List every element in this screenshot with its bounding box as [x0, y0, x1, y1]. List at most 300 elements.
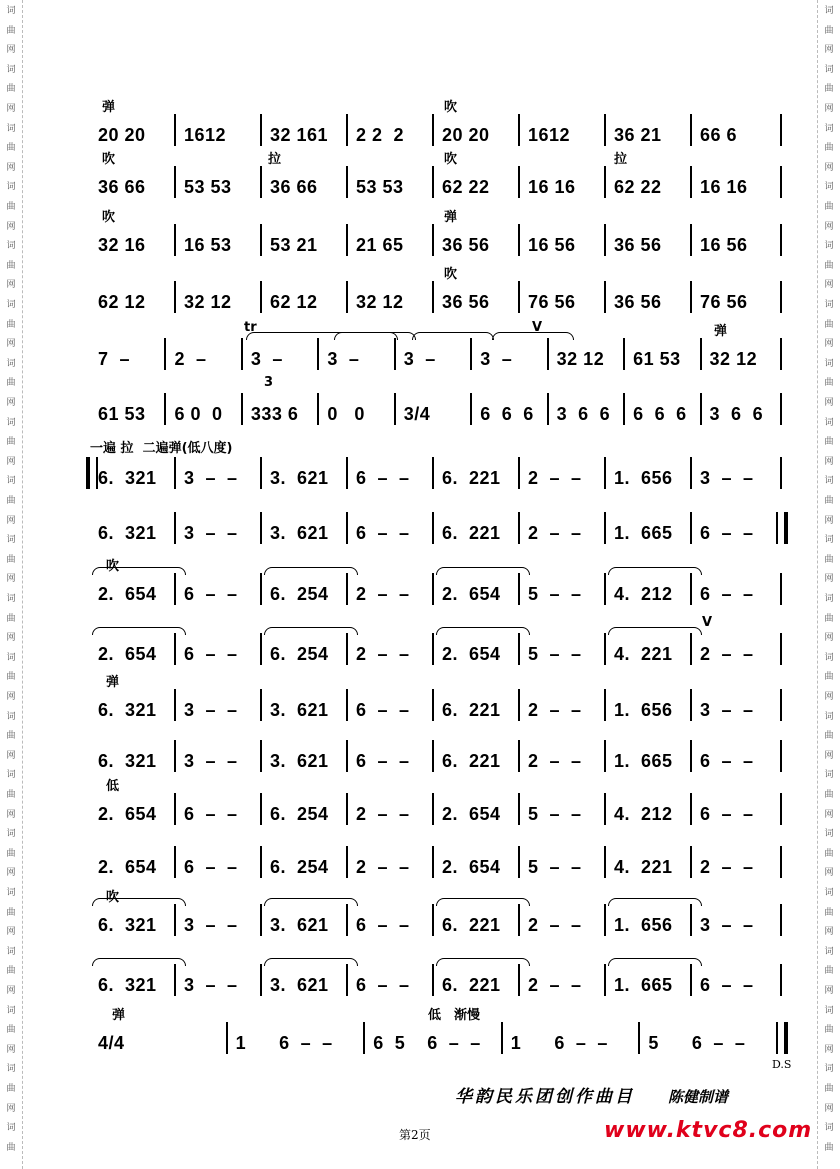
barline: [346, 457, 348, 489]
performance-mark: 吹: [444, 267, 458, 282]
measure-notes: 6 6 6: [480, 404, 534, 424]
margin-char: 网: [824, 1103, 834, 1114]
performance-mark: 低: [428, 1008, 442, 1023]
margin-char: 词: [6, 594, 16, 604]
margin-char: 网: [824, 692, 834, 702]
measure-notes: 3 6 6: [556, 404, 611, 424]
measure-notes: 6 – –: [700, 751, 754, 771]
margin-char: 网: [6, 692, 16, 702]
barline: [241, 338, 243, 370]
barline: [780, 281, 782, 313]
barline: [432, 793, 434, 825]
score-row: [92, 615, 792, 665]
score-row: [92, 100, 792, 146]
barline: [518, 793, 520, 825]
performance-mark: 吹: [102, 210, 116, 225]
measure-notes: 66 6: [700, 125, 738, 145]
margin-char: 曲: [6, 554, 16, 565]
barline: [780, 457, 782, 489]
barline: [690, 573, 692, 605]
site-watermark: www.ktvc8.com: [604, 1118, 813, 1143]
barline: [164, 393, 166, 425]
measure-notes: 3 – –: [184, 915, 238, 935]
measure-notes: 3 –: [403, 349, 436, 369]
margin-char: 词: [824, 476, 834, 487]
performance-mark: 弹: [714, 324, 728, 339]
score-row: [92, 516, 792, 544]
margin-char: 曲: [6, 613, 16, 624]
margin-char: 词: [824, 182, 834, 193]
margin-char: 词: [6, 6, 16, 16]
barline: [518, 166, 520, 198]
measure-notes: 3 –: [250, 349, 283, 369]
score-row: [92, 968, 792, 996]
measure-notes: 5 – –: [528, 584, 582, 604]
measure-notes: 6 6 6: [633, 404, 687, 424]
measure-notes: 53 21: [270, 235, 318, 255]
barline: [518, 224, 520, 256]
score-row: [92, 744, 792, 772]
margin-char: 词: [6, 946, 16, 957]
barline: [346, 281, 348, 313]
measure-notes: 2 – –: [528, 975, 582, 995]
margin-char: 曲: [824, 260, 834, 271]
margin-char: 网: [824, 574, 834, 585]
barline: [432, 512, 434, 544]
measure-notes: 36 56: [614, 292, 662, 312]
measure-notes: 21 65: [356, 235, 404, 255]
margin-char: 词: [824, 358, 834, 369]
measure-notes: 5 – –: [528, 857, 582, 877]
margin-char: 词: [824, 417, 834, 428]
barline: [174, 740, 176, 772]
barline: [700, 338, 702, 370]
measure-notes: 3 – –: [184, 523, 238, 543]
measure-notes: 3 –: [327, 349, 360, 369]
margin-char: 曲: [824, 1084, 834, 1094]
measure-notes: 2 – –: [356, 857, 410, 877]
measure-notes: 6 0 0: [174, 404, 223, 424]
right-margin-watermark: [817, 0, 840, 1169]
barline: [432, 964, 434, 996]
margin-char: 词: [824, 6, 834, 16]
performance-mark: 吹: [444, 100, 458, 115]
measure-notes: 1. 656: [614, 468, 673, 488]
margin-char: 曲: [6, 1142, 16, 1153]
performance-mark: 弹: [102, 100, 116, 115]
measure-notes: 1. 665: [614, 751, 673, 771]
score-row: [92, 375, 792, 425]
barline: [690, 846, 692, 878]
measure-notes: 2. 654: [442, 584, 501, 604]
margin-char: 网: [824, 515, 834, 526]
margin-char: 曲: [824, 554, 834, 565]
slur-arc: [92, 958, 186, 966]
barline: [604, 512, 606, 544]
score-row: [92, 1008, 792, 1054]
barline: [260, 281, 262, 313]
measure-notes: 6 – –: [356, 915, 410, 935]
slur-arc: [264, 627, 358, 635]
margin-char: 网: [6, 633, 16, 644]
barline: [174, 457, 176, 489]
margin-char: 网: [6, 398, 16, 408]
margin-char: 曲: [824, 378, 834, 389]
margin-char: 词: [6, 1005, 16, 1016]
slur-arc: [92, 627, 186, 635]
barline: [638, 1022, 640, 1054]
margin-char: 网: [6, 280, 16, 291]
score-row: [92, 890, 792, 936]
margin-char: 词: [824, 594, 834, 604]
margin-char: 曲: [824, 907, 834, 918]
barline: [623, 393, 625, 425]
margin-char: 词: [824, 946, 834, 957]
transcriber-credit: 陈健制谱: [668, 1088, 729, 1106]
measure-notes: 4. 221: [614, 857, 673, 877]
measure-notes: 3 –: [480, 349, 513, 369]
barline: [174, 633, 176, 665]
margin-char: 网: [824, 221, 834, 232]
barline: [260, 964, 262, 996]
margin-char: 词: [824, 888, 834, 898]
measure-notes: 1 6 – –: [510, 1033, 608, 1053]
barline: [518, 512, 520, 544]
measure-notes: 6. 254: [270, 644, 329, 664]
measure-notes: 62 12: [98, 292, 146, 312]
measure-notes: 32 161: [270, 125, 329, 145]
margin-char: 词: [6, 711, 16, 722]
barline: [780, 338, 782, 370]
measure-notes: 2 – –: [356, 804, 410, 824]
measure-notes: 3 – –: [700, 700, 754, 720]
margin-char: 网: [6, 574, 16, 585]
barline: [432, 846, 434, 878]
measure-notes: 16 53: [184, 235, 232, 255]
barline: [174, 846, 176, 878]
barline: [604, 281, 606, 313]
barline: [432, 904, 434, 936]
barline: [432, 114, 434, 146]
margin-char: 曲: [6, 1025, 16, 1036]
margin-char: 网: [6, 339, 16, 350]
measure-notes: 1 6 – –: [235, 1033, 333, 1053]
performance-mark: 一遍 拉 二遍弹(低八度): [90, 441, 233, 456]
margin-char: 曲: [6, 672, 16, 683]
barline: [260, 689, 262, 721]
score-row: [92, 675, 792, 721]
margin-char: 网: [6, 986, 16, 996]
barline: [780, 740, 782, 772]
barline: [317, 338, 319, 370]
margin-char: 曲: [824, 437, 834, 448]
barline: [260, 793, 262, 825]
barline: [690, 512, 692, 544]
margin-char: 词: [6, 829, 16, 840]
measure-notes: 2 – –: [356, 644, 410, 664]
margin-char: 词: [6, 417, 16, 428]
measure-notes: 6 – –: [356, 700, 410, 720]
margin-char: 词: [824, 652, 834, 663]
performance-mark: V: [702, 615, 713, 630]
measure-notes: 6 – –: [184, 584, 238, 604]
measure-notes: 2 – –: [700, 857, 754, 877]
measure-notes: 6 – –: [184, 644, 238, 664]
slur-arc: [436, 567, 530, 575]
margin-char: 曲: [6, 25, 16, 36]
margin-char: 曲: [824, 143, 834, 154]
barline: [780, 633, 782, 665]
margin-char: 曲: [6, 731, 16, 742]
slur-arc: [92, 898, 186, 906]
measure-notes: 2 – –: [528, 915, 582, 935]
measure-notes: 61 53: [98, 404, 146, 424]
measure-notes: 2. 654: [442, 857, 501, 877]
measure-notes: 6. 321: [98, 915, 157, 935]
performance-mark: 拉: [268, 152, 282, 167]
barline: [346, 512, 348, 544]
barline: [604, 633, 606, 665]
margin-char: 词: [824, 535, 834, 546]
barline: [604, 114, 606, 146]
measure-notes: 2. 654: [442, 644, 501, 664]
measure-notes: 3 – –: [184, 975, 238, 995]
measure-notes: 6. 221: [442, 751, 501, 771]
margin-char: 曲: [6, 143, 16, 154]
da-segno-mark: D.S: [772, 1058, 792, 1071]
margin-char: 词: [824, 300, 834, 310]
margin-char: 曲: [824, 613, 834, 624]
barline: [700, 393, 702, 425]
measure-notes: 3 – –: [184, 468, 238, 488]
measure-notes: 32 12: [709, 349, 758, 369]
barline: [260, 166, 262, 198]
performance-mark: 弹: [106, 675, 120, 690]
barline: [690, 114, 692, 146]
measure-notes: 6. 221: [442, 915, 501, 935]
performance-mark: tr: [244, 320, 257, 335]
margin-char: 曲: [6, 496, 16, 506]
measure-notes: 2. 654: [98, 644, 157, 664]
barline: [780, 793, 782, 825]
score-row: [92, 559, 792, 605]
measure-notes: 2 – –: [528, 523, 582, 543]
barline: [346, 224, 348, 256]
margin-char: 词: [6, 535, 16, 546]
margin-char: 网: [6, 104, 16, 114]
slur-arc: [608, 958, 702, 966]
measure-notes: 32 12: [356, 292, 404, 312]
measure-notes: 16 56: [528, 235, 576, 255]
margin-char: 网: [6, 515, 16, 526]
measure-notes: 5 – –: [528, 804, 582, 824]
slur-arc: [492, 332, 574, 340]
barline: [690, 224, 692, 256]
measure-notes: 1612: [184, 125, 227, 145]
barline: [604, 689, 606, 721]
margin-char: 词: [6, 64, 16, 75]
barline: [780, 689, 782, 721]
barline: [518, 114, 520, 146]
measure-notes: 6. 221: [442, 700, 501, 720]
measure-notes: 36 21: [614, 125, 662, 145]
margin-char: 曲: [6, 437, 16, 448]
barline: [432, 457, 434, 489]
barline: [604, 457, 606, 489]
margin-char: 曲: [824, 672, 834, 683]
margin-char: 曲: [824, 966, 834, 977]
margin-char: 网: [824, 104, 834, 114]
slur-arc: [436, 627, 530, 635]
margin-char: 曲: [6, 907, 16, 918]
margin-char: 曲: [6, 202, 16, 212]
measure-notes: 6. 321: [98, 523, 157, 543]
barline: [260, 846, 262, 878]
measure-notes: 6. 254: [270, 804, 329, 824]
measure-notes: 333 6: [250, 404, 299, 424]
measure-notes: 1612: [528, 125, 571, 145]
measure-notes: 2 – –: [528, 468, 582, 488]
orchestra-credit: 华韵民乐团创作曲目: [455, 1087, 635, 1107]
barline: [394, 338, 396, 370]
measure-notes: 4. 212: [614, 584, 673, 604]
performance-mark: 吹: [106, 890, 120, 905]
performance-mark: 拉: [614, 152, 628, 167]
measure-notes: 53 53: [184, 177, 232, 197]
barline: [164, 338, 166, 370]
barline: [604, 740, 606, 772]
margin-char: 曲: [824, 731, 834, 742]
barline: [432, 224, 434, 256]
measure-notes: 2 – –: [356, 584, 410, 604]
barline: [604, 904, 606, 936]
barline: [780, 573, 782, 605]
slur-arc: [92, 567, 186, 575]
measure-notes: 6. 254: [270, 857, 329, 877]
barline: [260, 224, 262, 256]
margin-char: 网: [824, 986, 834, 996]
measure-notes: 3. 621: [270, 523, 329, 543]
margin-char: 词: [6, 652, 16, 663]
slur-arc: [264, 898, 358, 906]
measure-notes: 32 12: [556, 349, 605, 369]
measure-notes: 6. 221: [442, 975, 501, 995]
margin-char: 词: [6, 358, 16, 369]
measure-notes: 0 0: [327, 404, 365, 424]
margin-char: 词: [824, 1123, 834, 1134]
margin-char: 网: [6, 927, 16, 938]
barline: [260, 573, 262, 605]
measure-notes: 3. 621: [270, 975, 329, 995]
measure-notes: 36 56: [442, 292, 490, 312]
margin-char: 曲: [824, 84, 834, 95]
measure-notes: 61 53: [633, 349, 681, 369]
score-row: [92, 850, 792, 878]
measure-notes: 2. 654: [98, 804, 157, 824]
margin-char: 词: [6, 123, 16, 134]
page-number: 第2页: [399, 1128, 431, 1142]
barline: [780, 904, 782, 936]
measure-notes: 62 22: [442, 177, 490, 197]
barline: [317, 393, 319, 425]
performance-mark: 吹: [102, 152, 116, 167]
margin-char: 网: [824, 45, 834, 56]
measure-notes: 32 12: [184, 292, 232, 312]
barline: [174, 512, 176, 544]
margin-char: 网: [824, 868, 834, 879]
measure-notes: 1. 656: [614, 700, 673, 720]
barline: [623, 338, 625, 370]
margin-char: 网: [824, 633, 834, 644]
margin-char: 曲: [6, 378, 16, 389]
margin-char: 网: [6, 456, 16, 467]
barline: [690, 740, 692, 772]
barline: [260, 904, 262, 936]
barline: [174, 166, 176, 198]
margin-char: 网: [6, 45, 16, 56]
measure-notes: 5 6 – –: [648, 1033, 746, 1053]
barline: [518, 740, 520, 772]
performance-mark: 弹: [112, 1008, 126, 1023]
barline: [518, 689, 520, 721]
score-row: [92, 210, 792, 256]
measure-notes: 62 22: [614, 177, 662, 197]
margin-char: 词: [6, 770, 16, 781]
measure-notes: 6. 321: [98, 975, 157, 995]
measure-notes: 6 – –: [184, 857, 238, 877]
measure-notes: 6. 254: [270, 584, 329, 604]
barline: [780, 114, 782, 146]
barline: [174, 573, 176, 605]
barline: [604, 573, 606, 605]
measure-notes: 6 – –: [700, 804, 754, 824]
slur-arc: [412, 332, 494, 340]
measure-notes: 1. 656: [614, 915, 673, 935]
margin-char: 网: [824, 456, 834, 467]
performance-mark: V: [532, 320, 543, 335]
barline: [174, 114, 176, 146]
barline: [690, 457, 692, 489]
performance-mark: 低: [106, 779, 120, 794]
barline: [260, 633, 262, 665]
measure-notes: 20 20: [98, 125, 146, 145]
margin-char: 曲: [6, 84, 16, 95]
barline: [780, 393, 782, 425]
measure-notes: 6. 321: [98, 700, 157, 720]
barline: [174, 281, 176, 313]
measure-notes: 2 2 2: [356, 125, 405, 145]
measure-notes: 4. 212: [614, 804, 673, 824]
barline: [394, 393, 396, 425]
final-barline: [776, 1022, 788, 1054]
slur-arc: [436, 958, 530, 966]
barline: [432, 281, 434, 313]
barline: [690, 281, 692, 313]
score-row: [92, 152, 792, 198]
barline: [501, 1022, 503, 1054]
barline: [346, 904, 348, 936]
score-row: [92, 320, 792, 370]
barline: [470, 393, 472, 425]
measure-notes: 36 66: [98, 177, 146, 197]
measure-notes: 6. 321: [98, 468, 157, 488]
slur-arc: [436, 898, 530, 906]
measure-notes: 76 56: [700, 292, 748, 312]
barline: [363, 1022, 365, 1054]
barline: [604, 846, 606, 878]
barline: [432, 633, 434, 665]
margin-char: 曲: [6, 790, 16, 800]
